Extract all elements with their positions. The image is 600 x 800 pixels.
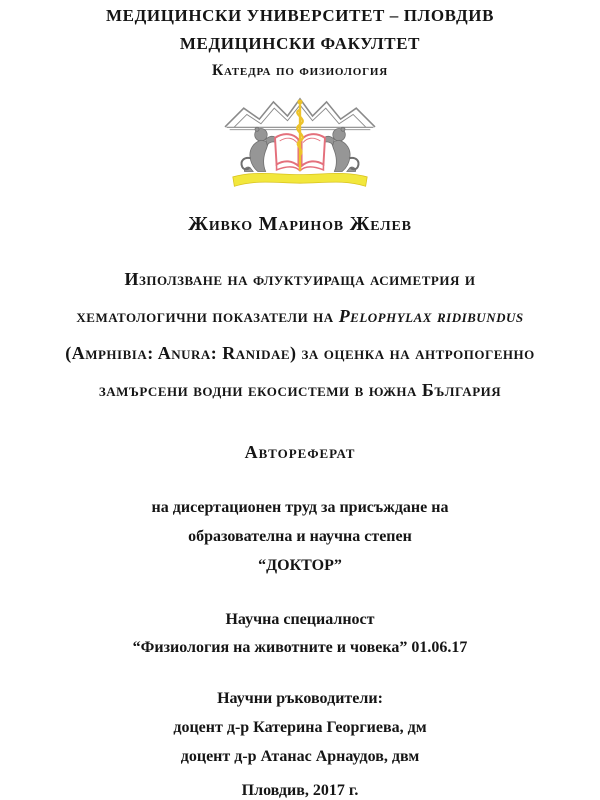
degree-statement — [0, 493, 600, 580]
species-name: Pelophylax ridibundus — [338, 306, 524, 326]
author-name: Живко Маринов Желев — [188, 213, 412, 235]
document-type: Автореферат — [244, 442, 356, 462]
lion-left-icon — [242, 127, 276, 171]
university-name: МЕДИЦИНСКИ УНИВЕРСИТЕТ – ПЛОВДИВ — [105, 6, 495, 25]
lion-right-icon — [324, 127, 358, 171]
university-emblem-graphic — [214, 91, 386, 191]
supervisor-2: доцент д-р Атанас Арнаудов, двм — [180, 748, 420, 765]
specialty-label: Научна специалност — [225, 611, 375, 628]
supervisor-1: доцент д-р Катерина Георгиева, дм — [173, 719, 427, 736]
title-line-2: хематологични показатели на Pelophylax ridibundus — [76, 306, 524, 326]
dissertation-title — [0, 261, 600, 409]
supervisors-block — [0, 684, 600, 771]
degree-line-2: образователна и научна степен — [188, 528, 412, 545]
scientific-specialty — [0, 606, 600, 662]
specialty-value: “Физиология на животните и човека” 01.06.17 — [132, 639, 468, 656]
degree-line-1: на дисертационен труд за присъждане на — [151, 499, 449, 516]
title-line-1: Използване на флуктуираща асиметрия и — [124, 269, 476, 289]
faculty-name: МЕДИЦИНСКИ ФАКУЛТЕТ — [179, 34, 421, 53]
title-line-3: (Amphibia: Anura: Ranidae) за оценка на антропогенно — [65, 343, 535, 363]
degree-line-3: “ДОКТОР” — [258, 557, 342, 574]
department-name: Катедра по физиология — [211, 62, 388, 79]
supervisors-label: Научни ръководители: — [217, 690, 383, 707]
city-year-footer: Пловдив, 2017 г. — [241, 782, 359, 799]
ribbon-icon — [233, 173, 367, 186]
institution-header — [0, 0, 600, 84]
university-emblem — [0, 91, 600, 191]
title-line-4: замърсени водни екосистеми в южна България — [98, 380, 502, 400]
